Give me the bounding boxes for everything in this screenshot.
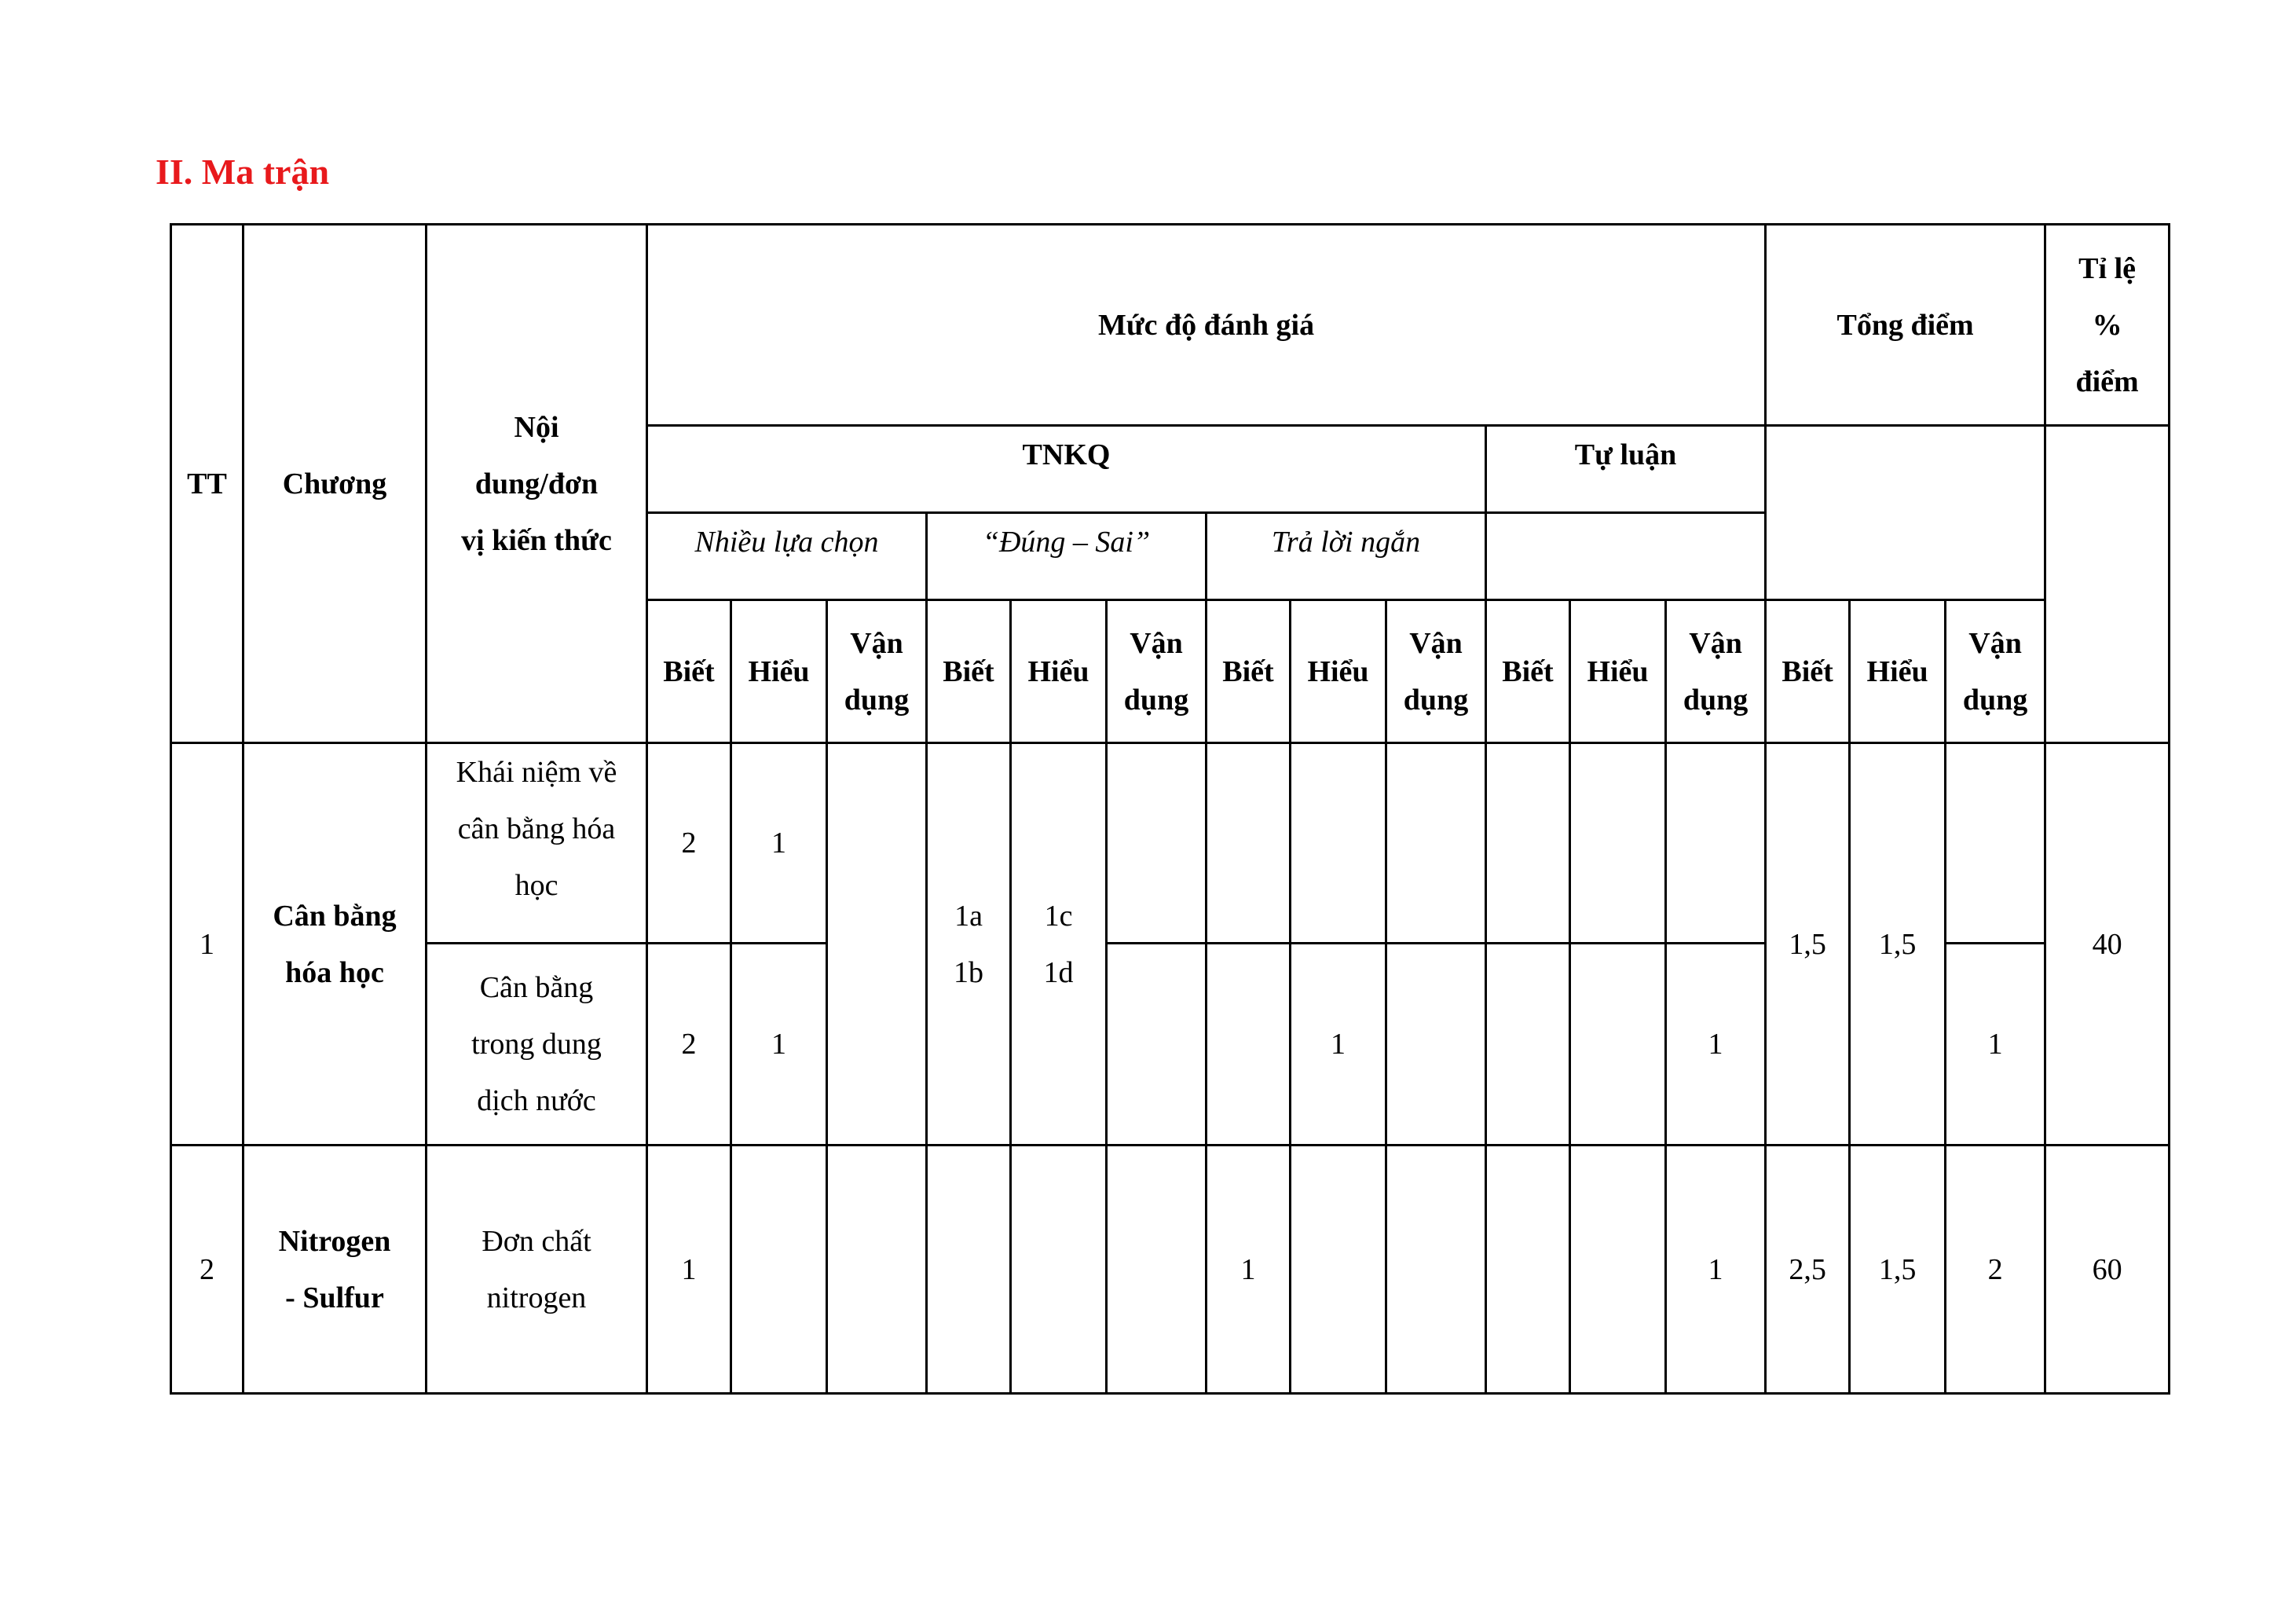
row1a-trl-vandung xyxy=(1386,743,1486,944)
row1a-tl-biet xyxy=(1486,743,1570,944)
row2-tong-hieu: 1,5 xyxy=(1850,1146,1946,1394)
table-row xyxy=(171,1146,2170,1394)
row1b-tl-biet xyxy=(1486,944,1570,1146)
header-tnkq: TNKQ xyxy=(647,426,1486,513)
level-biet: Biết xyxy=(1766,600,1850,743)
header-tu-luan-empty xyxy=(1486,513,1766,600)
row2-tong-biet: 2,5 xyxy=(1766,1146,1850,1394)
level-van-dung: Vận dụng xyxy=(827,600,927,743)
section-heading: II. Ma trận xyxy=(156,152,330,192)
header-row-1 xyxy=(171,225,2170,426)
row1-tt: 1 xyxy=(171,743,244,1146)
level-hieu: Hiểu xyxy=(1291,600,1386,743)
row1a-ds-vandung xyxy=(1107,743,1207,944)
header-ti-le-empty xyxy=(2045,426,2170,743)
level-biet: Biết xyxy=(647,600,731,743)
row2-tl-vandung: 1 xyxy=(1666,1146,1766,1394)
header-tu-luan: Tự luận xyxy=(1486,426,1766,513)
row1b-nlc-biet: 2 xyxy=(647,944,731,1146)
row2-tl-hieu xyxy=(1570,1146,1666,1394)
row2-nlc-hieu xyxy=(731,1146,827,1394)
row2-chuong: Nitrogen - Sulfur xyxy=(244,1146,427,1394)
header-dung-sai: “Đúng – Sai” xyxy=(927,513,1207,600)
row1b-trl-hieu: 1 xyxy=(1291,944,1386,1146)
row2-ds-hieu xyxy=(1011,1146,1107,1394)
row2-ds-vandung xyxy=(1107,1146,1207,1394)
row2-noi-dung: Đơn chất nitrogen xyxy=(427,1146,647,1394)
level-biet: Biết xyxy=(1207,600,1291,743)
row1a-nlc-biet: 2 xyxy=(647,743,731,944)
row1b-nlc-hieu: 1 xyxy=(731,944,827,1146)
row2-tl-biet xyxy=(1486,1146,1570,1394)
row1a-nlc-hieu: 1 xyxy=(731,743,827,944)
row2-trl-vandung xyxy=(1386,1146,1486,1394)
row1a-nlc-vandung xyxy=(827,743,927,944)
row2-nlc-biet: 1 xyxy=(647,1146,731,1394)
assessment-matrix-table xyxy=(170,223,2170,1395)
row2-trl-biet: 1 xyxy=(1207,1146,1291,1394)
header-noi-dung: Nội dung/đơn vị kiến thức xyxy=(427,225,647,743)
row1a-tl-hieu xyxy=(1570,743,1666,944)
level-van-dung: Vận dụng xyxy=(1386,600,1486,743)
row1a-tong-vandung xyxy=(1946,743,2045,944)
row1-tong-hieu: 1,5 xyxy=(1850,743,1946,1146)
row1a-trl-hieu xyxy=(1291,743,1386,944)
level-hieu: Hiểu xyxy=(1850,600,1946,743)
row2-ds-biet xyxy=(927,1146,1011,1394)
row1b-trl-vandung xyxy=(1386,944,1486,1146)
row1b-nlc-vandung xyxy=(827,944,927,1146)
header-ti-le: Tỉ lệ % điểm xyxy=(2045,225,2170,426)
level-hieu: Hiểu xyxy=(1011,600,1107,743)
level-hieu: Hiểu xyxy=(731,600,827,743)
row1b-tong-vandung: 1 xyxy=(1946,944,2045,1146)
header-tt: TT xyxy=(171,225,244,743)
row1a-trl-biet xyxy=(1207,743,1291,944)
row1b-tl-hieu xyxy=(1570,944,1666,1146)
row1b-noi-dung: Cân bằng trong dung dịch nước xyxy=(427,944,647,1146)
row2-trl-hieu xyxy=(1291,1146,1386,1394)
header-tra-loi-ngan: Trả lời ngắn xyxy=(1207,513,1486,600)
row1b-ds-vandung xyxy=(1107,944,1207,1146)
row2-nlc-vandung xyxy=(827,1146,927,1394)
header-tong-diem: Tổng điểm xyxy=(1766,225,2045,426)
level-biet: Biết xyxy=(927,600,1011,743)
header-chuong: Chương xyxy=(244,225,427,743)
table-row xyxy=(171,743,2170,944)
row1-ti-le: 40 xyxy=(2045,743,2170,1146)
row1a-tl-vandung xyxy=(1666,743,1766,944)
row1a-noi-dung: Khái niệm về cân bằng hóa học xyxy=(427,743,647,944)
level-van-dung: Vận dụng xyxy=(1946,600,2045,743)
row1b-tl-vandung: 1 xyxy=(1666,944,1766,1146)
header-tong-diem-empty xyxy=(1766,426,2045,600)
row2-ti-le: 60 xyxy=(2045,1146,2170,1394)
header-nhieu-lua-chon: Nhiều lựa chọn xyxy=(647,513,927,600)
row1-chuong: Cân bằng hóa học xyxy=(244,743,427,1146)
row2-tong-vandung: 2 xyxy=(1946,1146,2045,1394)
level-van-dung: Vận dụng xyxy=(1107,600,1207,743)
row1-ds-biet: 1a 1b xyxy=(927,743,1011,1146)
row1b-trl-biet xyxy=(1207,944,1291,1146)
header-muc-do-danh-gia: Mức độ đánh giá xyxy=(647,225,1766,426)
level-van-dung: Vận dụng xyxy=(1666,600,1766,743)
row1-ds-hieu: 1c 1d xyxy=(1011,743,1107,1146)
level-biet: Biết xyxy=(1486,600,1570,743)
row1-tong-biet: 1,5 xyxy=(1766,743,1850,1146)
level-hieu: Hiểu xyxy=(1570,600,1666,743)
row2-tt: 2 xyxy=(171,1146,244,1394)
